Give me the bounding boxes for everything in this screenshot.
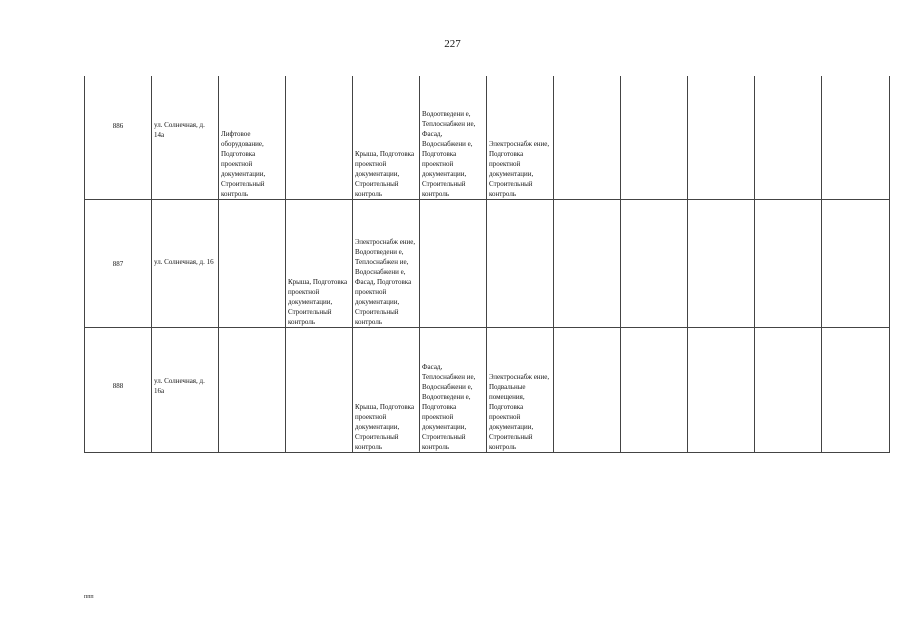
empty-cell bbox=[688, 200, 755, 328]
row-number-cell bbox=[85, 200, 152, 328]
row-number: 887 bbox=[112, 259, 124, 268]
empty-cell bbox=[688, 328, 755, 453]
work-cell: Крыша, Подготовка проектной документации, Строительный контроль bbox=[286, 200, 353, 328]
work-cell bbox=[420, 200, 487, 328]
table-row bbox=[85, 328, 890, 453]
address-text: ул. Солнечная, д. 16 bbox=[154, 257, 214, 266]
work-cell: Крыша, Подготовка проектной документации, Строительный контроль bbox=[353, 328, 420, 453]
work-cell bbox=[286, 328, 353, 453]
work-cell: Электроснабж ение, Водоотведени е, Теплоснабжен ие, Водоснабжени е, Фасад, Подготовка проектной документации, Строительный контроль bbox=[353, 200, 420, 328]
work-cell: Лифтовое оборудование, Подготовка проектной документации, Строительный контроль bbox=[219, 76, 286, 200]
work-cell: Крыша, Подготовка проектной документации, Строительный контроль bbox=[353, 76, 420, 200]
address-cell bbox=[152, 200, 219, 328]
work-cell: Электроснабж ение, Подвальные помещения, Подготовка проектной документации, Строительный контроль bbox=[487, 328, 554, 453]
repair-schedule-table bbox=[84, 76, 890, 453]
work-cell bbox=[286, 76, 353, 200]
page-number: 227 bbox=[444, 38, 461, 50]
empty-cell bbox=[621, 200, 688, 328]
empty-cell bbox=[822, 328, 890, 453]
work-cell: Электроснабж ение, Подготовка проектной документации, Строительный контроль bbox=[487, 76, 554, 200]
empty-cell bbox=[822, 76, 890, 200]
table-row bbox=[85, 200, 890, 328]
row-number: 888 bbox=[112, 382, 124, 390]
address-cell bbox=[152, 328, 219, 453]
work-cell: Фасад, Теплоснабжен ие, Водоснабжени е, Водоотведени е, Подготовка проектной документации, Строительный контроль bbox=[420, 328, 487, 453]
work-cell bbox=[487, 200, 554, 328]
row-number: 886 bbox=[112, 121, 124, 130]
empty-cell bbox=[621, 328, 688, 453]
empty-cell bbox=[554, 328, 621, 453]
empty-cell bbox=[755, 328, 822, 453]
empty-cell bbox=[554, 76, 621, 200]
work-cell bbox=[219, 328, 286, 453]
empty-cell bbox=[554, 200, 621, 328]
empty-cell bbox=[688, 76, 755, 200]
address-text: ул. Солнечная, д. 16а bbox=[154, 377, 205, 395]
empty-cell bbox=[822, 200, 890, 328]
footer-mark: ппп bbox=[84, 594, 94, 600]
empty-cell bbox=[621, 76, 688, 200]
row-number-cell bbox=[85, 76, 152, 200]
work-cell: Водоотведени е, Теплоснабжен ие, Фасад, Водоснабжени е, Подготовка проектной документации, Строительный контроль bbox=[420, 76, 487, 200]
work-cell bbox=[219, 200, 286, 328]
empty-cell bbox=[755, 76, 822, 200]
empty-cell bbox=[755, 200, 822, 328]
table-row bbox=[85, 76, 890, 200]
address-cell bbox=[152, 76, 219, 200]
address-text: ул. Солнечная, д. 14а bbox=[154, 120, 205, 139]
row-number-cell bbox=[85, 328, 152, 453]
